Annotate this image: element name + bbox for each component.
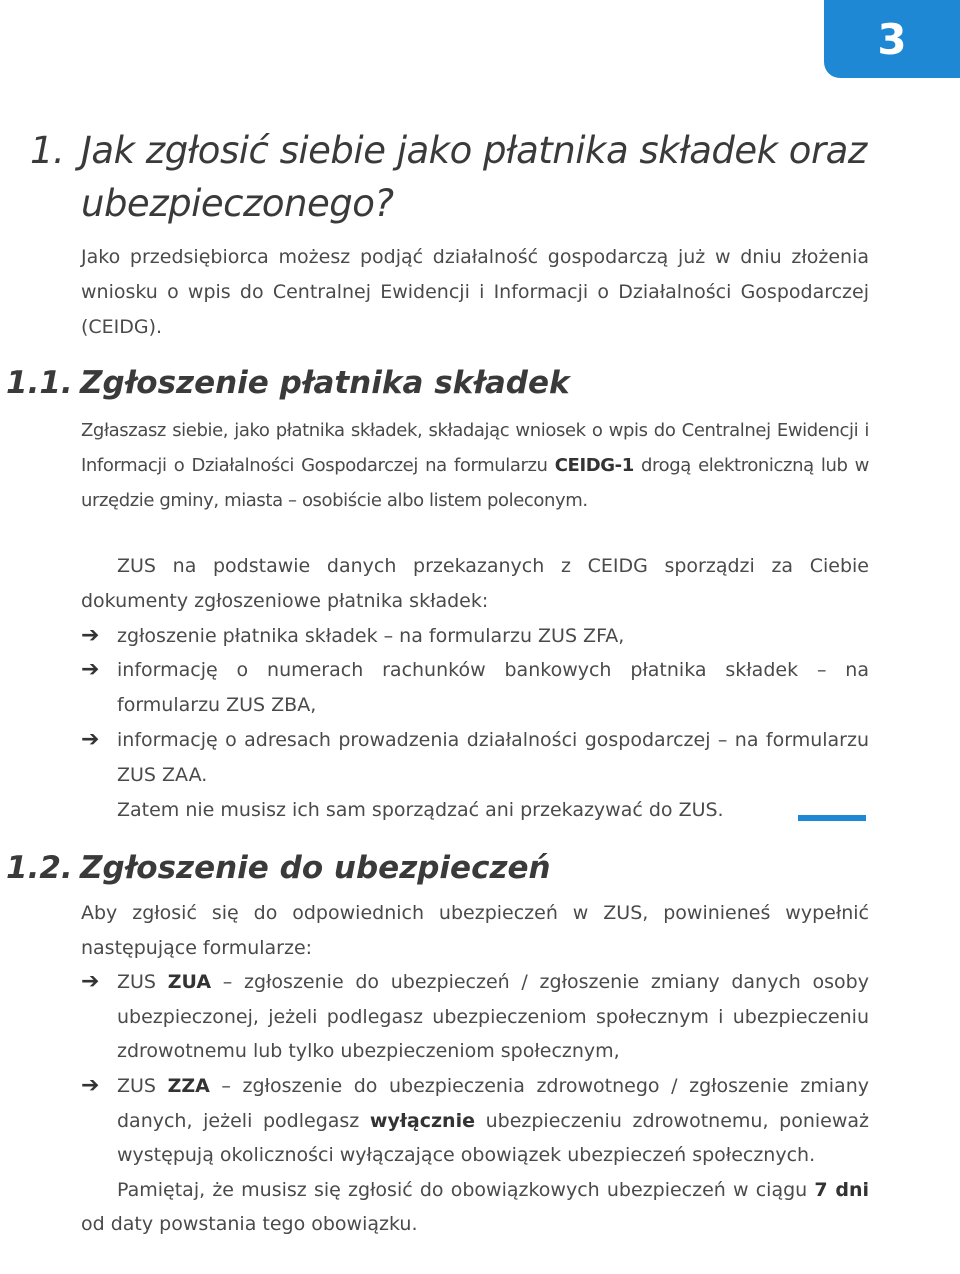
- info-closing: Zatem nie musisz ich sam sporządzać ani przekazywać do ZUS.: [117, 798, 724, 821]
- reminder: Pamiętaj, że musisz się zgłosić do obowiązkowych ubezpieczeń w ciągu 7 dni od daty powstania tego obowiązku.: [81, 1178, 869, 1236]
- zza-form-name: ZZA: [167, 1074, 210, 1097]
- list-item: ➔ ZUS ZUA – zgłoszenie do ubezpieczeń / zgłoszenie zmiany danych osoby ubezpieczonej, jeżeli podlegasz ubezpieczeniom społecznym i ubezpieczeniu zdrowotnemu lub tylko ubezpieczeniom społecznym,: [81, 965, 869, 1069]
- list-item: ➔ zgłoszenie płatnika składek – na formularzu ZUS ZFA,: [81, 619, 869, 654]
- info-intro: ZUS na podstawie danych przekazanych z CEIDG sporządzi za Ciebie dokumenty zgłoszeniowe płatnika składek:: [81, 555, 869, 612]
- section-1-1-title: Zgłoszenie płatnika składek: [80, 365, 570, 401]
- zua-form-name: ZUA: [167, 971, 212, 994]
- forms-list: [81, 965, 869, 1173]
- ceidg-form-name: CEIDG-1: [554, 455, 634, 476]
- page-number: 3: [877, 14, 907, 64]
- section-1-2-intro: Aby zgłosić się do odpowiednich ubezpieczeń w ZUS, powinieneś wypełnić następujące formularze:: [81, 902, 869, 959]
- arrow-right-icon: ➔: [81, 726, 100, 752]
- section-1-1-number: 1.1.: [6, 365, 73, 401]
- arrow-right-icon: ➔: [81, 1072, 100, 1098]
- chapter-title: Jak zgłosić siebie jako płatnika składek oraz ubezpieczonego?: [81, 129, 867, 225]
- page-number-tab: [824, 0, 960, 78]
- exclusively-emphasis: wyłącznie: [369, 1109, 475, 1132]
- section-1-2-title: Zgłoszenie do ubezpieczeń: [80, 850, 551, 886]
- chapter-heading: [30, 124, 910, 230]
- list-item: ➔ informację o numerach rachunków bankowych płatnika składek – na formularzu ZUS ZBA,: [81, 653, 869, 723]
- zus-documents-list: [81, 619, 869, 793]
- seven-days-emphasis: 7 dni: [814, 1178, 869, 1201]
- chapter-number: 1.: [30, 129, 65, 172]
- list-item: ➔ ZUS ZZA – zgłoszenie do ubezpieczenia zdrowotnego / zgłoszenie zmiany danych, jeżeli podlegasz wyłącznie ubezpieczeniu zdrowotnemu, ponieważ występują okoliczności wyłączające obowiązek ubezpieczeń społecznych.: [81, 1069, 869, 1173]
- section-1-1-heading: [6, 363, 906, 403]
- arrow-right-icon: ➔: [81, 969, 100, 995]
- info-end-bar: [798, 815, 866, 821]
- zus-info-block: [81, 549, 869, 827]
- intro-paragraph: Jako przedsiębiorca możesz podjąć działalność gospodarczą już w dniu złożenia wniosku o wpis do Centralnej Ewidencji i Informacji o Działalności Gospodarczej (CEIDG).: [81, 246, 869, 338]
- section-1-1-paragraph: Zgłaszasz siebie, jako płatnika składek, składając wniosek o wpis do Centralnej Ewidencji i Informacji o Działalności Gospodarczej na formularzu CEIDG-1 drogą elektroniczną lub w urzędzie gminy, miasta – osobiście albo listem poleconym.: [81, 420, 869, 511]
- section-1-2-heading: [6, 848, 906, 888]
- section-1-2-number: 1.2.: [6, 850, 73, 886]
- arrow-right-icon: ➔: [81, 622, 100, 648]
- section-1-2-body: [81, 896, 869, 1242]
- list-item: ➔ informację o adresach prowadzenia działalności gospodarczej – na formularzu ZUS ZAA.: [81, 723, 869, 793]
- arrow-right-icon: ➔: [81, 657, 100, 683]
